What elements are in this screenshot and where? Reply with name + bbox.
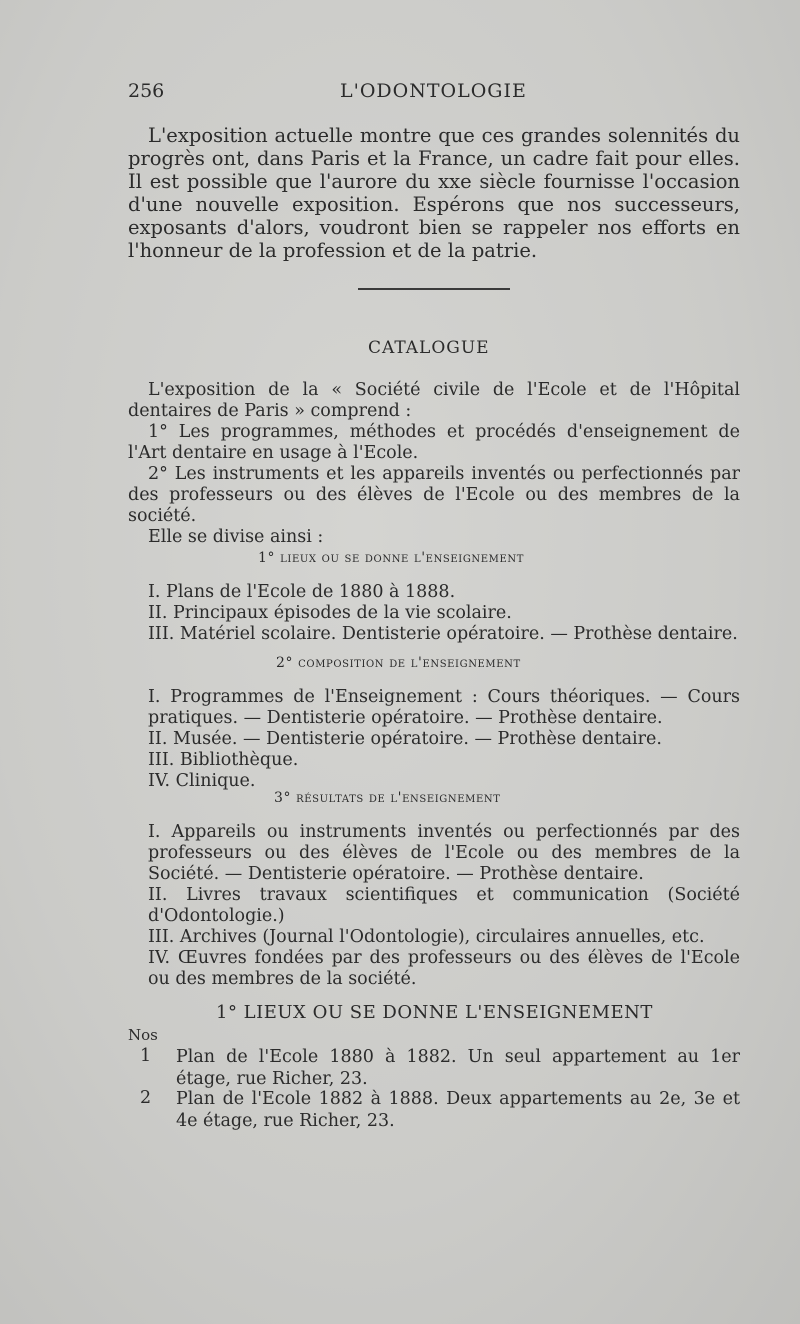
section-item: IV. Clinique. <box>148 771 256 791</box>
section-item: I. Plans de l'Ecole de 1880 à 1888. <box>148 582 456 602</box>
intro-paragraph-block <box>128 124 740 262</box>
listing-heading: 1° LIEUX OU SE DONNE L'ENSEIGNEMENT <box>216 1002 653 1023</box>
section-item: I. Appareils ou instruments inventés ou perfectionnés par des professeurs ou des élèves de l'Ecole ou des membres de la Société. — Dentisterie opératoire. — Prothèse dentaire. <box>148 822 740 884</box>
catalogue-line: Elle se divise ainsi : <box>148 527 324 547</box>
catalogue-line: 2° Les instruments et les appareils inventés ou perfectionnés par des professeurs ou des élèves de l'Ecole ou des membres de la société. <box>128 464 740 526</box>
entry-number: 2 <box>140 1088 152 1108</box>
section-item: III. Matériel scolaire. Dentisterie opératoire. — Prothèse dentaire. <box>148 624 738 644</box>
entry-number: 1 <box>140 1046 152 1066</box>
catalogue-line: L'exposition de la « Société civile de l'Ecole et de l'Hôpital dentaires de Paris » comprend : <box>128 380 740 421</box>
section-items <box>128 687 740 792</box>
catalogue-title: CATALOGUE <box>368 338 490 358</box>
numbers-label: Nos <box>128 1026 158 1044</box>
section-item: II. Livres travaux scientifiques et communication (Société d'Odontologie.) <box>148 885 740 926</box>
section-divider <box>358 288 510 290</box>
catalogue-entry <box>140 1046 740 1090</box>
page-number: 256 <box>128 80 165 102</box>
section-item: III. Bibliothèque. <box>148 750 299 770</box>
catalogue-intro <box>128 380 740 548</box>
running-title: L'ODONTOLOGIE <box>340 80 527 102</box>
catalogue-line: 1° Les programmes, méthodes et procédés d'enseignement de l'Art dentaire en usage à l'Ecole. <box>128 422 740 463</box>
catalogue-entry <box>140 1088 740 1132</box>
section-item: II. Principaux épisodes de la vie scolaire. <box>148 603 512 623</box>
section-item: IV. Œuvres fondées par des professeurs ou des élèves de l'Ecole ou des membres de la société. <box>148 948 740 989</box>
intro-paragraph: L'exposition actuelle montre que ces grandes solennités du progrès ont, dans Paris et la France, un cadre fait pour elles. Il est possible que l'aurore du xxe siècle fournisse l'occasion d'une nouvelle exposition. Espérons que nos successeurs, exposants d'alors, voudront bien se rappeler nos efforts en l'honneur de la profession et de la patrie. <box>128 124 740 262</box>
entry-text: Plan de l'Ecole 1882 à 1888. Deux appartements au 2e, 3e et 4e étage, rue Richer, 23. <box>176 1089 740 1131</box>
page-header <box>128 80 740 104</box>
section-item: I. Programmes de l'Enseignement : Cours théoriques. — Cours pratiques. — Dentisterie opératoire. — Prothèse dentaire. <box>148 687 740 728</box>
section-items <box>128 582 740 645</box>
section-heading: 3° résultats de l'enseignement <box>274 790 501 806</box>
section-heading: 1° lieux ou se donne l'enseignement <box>258 550 525 566</box>
section-heading: 2° composition de l'enseignement <box>276 655 521 671</box>
section-item: II. Musée. — Dentisterie opératoire. — Prothèse dentaire. <box>148 729 662 749</box>
section-items <box>128 822 740 990</box>
entry-text: Plan de l'Ecole 1880 à 1882. Un seul appartement au 1er étage, rue Richer, 23. <box>176 1047 740 1089</box>
section-item: III. Archives (Journal l'Odontologie), circulaires annuelles, etc. <box>148 927 705 947</box>
